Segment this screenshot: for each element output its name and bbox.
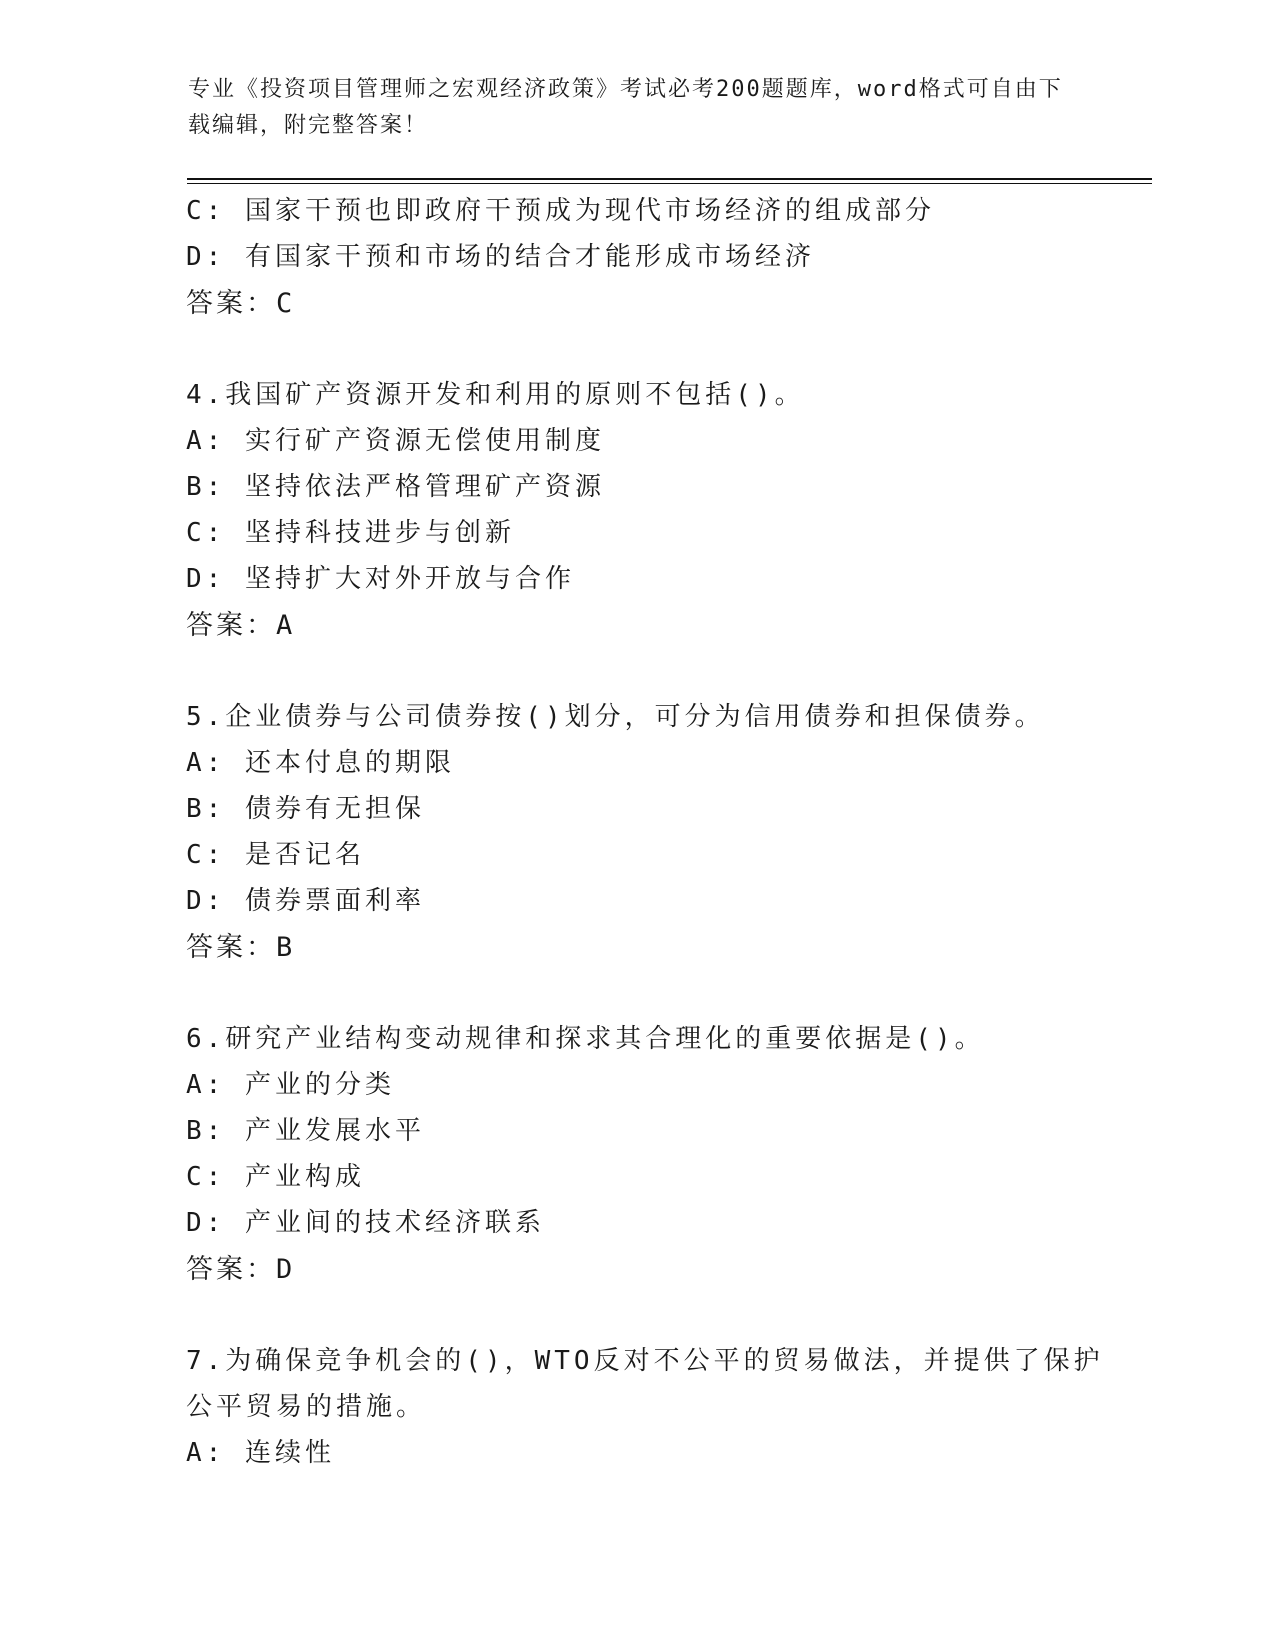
option-b: B: 坚持依法严格管理矿产资源 <box>186 472 605 502</box>
answer-line: 答案：B <box>186 932 296 963</box>
question-text: 7.为确保竞争机会的()，WTO反对不公平的贸易做法，并提供了保护公平贸易的措施。 <box>186 1346 1104 1422</box>
option-d: D: 坚持扩大对外开放与合作 <box>186 564 575 594</box>
option-c: C: 坚持科技进步与创新 <box>186 518 515 548</box>
option-c: C: 国家干预也即政府干预成为现代市场经济的组成部分 <box>186 196 935 226</box>
question-6-block <box>186 1016 1106 1294</box>
question-list <box>186 188 1106 1476</box>
question-7-block <box>186 1338 1106 1476</box>
answer-line: 答案：C <box>186 288 296 319</box>
option-b: B: 债券有无担保 <box>186 794 425 824</box>
question-text: 4.我国矿产资源开发和利用的原则不包括()。 <box>186 380 805 410</box>
spacer <box>186 972 1106 1016</box>
spacer <box>186 1294 1106 1338</box>
option-a: A: 连续性 <box>186 1438 335 1468</box>
spacer <box>186 328 1106 372</box>
option-c: C: 产业构成 <box>186 1162 365 1192</box>
option-a: A: 还本付息的期限 <box>186 748 455 778</box>
header-rule-thick <box>187 178 1152 180</box>
document-header: 专业《投资项目管理师之宏观经济政策》考试必考200题题库，word格式可自由下载编辑，附完整答案！ <box>188 77 1063 138</box>
option-b: B: 产业发展水平 <box>186 1116 425 1146</box>
question-3-block <box>186 188 1106 328</box>
option-d: D: 债券票面利率 <box>186 886 425 916</box>
answer-line: 答案：A <box>186 610 296 641</box>
option-a: A: 产业的分类 <box>186 1070 395 1100</box>
question-text: 6.研究产业结构变动规律和探求其合理化的重要依据是()。 <box>186 1024 985 1054</box>
question-text: 5.企业债券与公司债券按()划分，可分为信用债券和担保债券。 <box>186 702 1045 732</box>
option-a: A: 实行矿产资源无偿使用制度 <box>186 426 605 456</box>
header-rule-thin <box>187 183 1152 184</box>
option-c: C: 是否记名 <box>186 840 365 870</box>
question-5-block <box>186 694 1106 972</box>
option-d: D: 有国家干预和市场的结合才能形成市场经济 <box>186 242 815 272</box>
option-d: D: 产业间的技术经济联系 <box>186 1208 545 1238</box>
question-4-block <box>186 372 1106 650</box>
answer-line: 答案：D <box>186 1254 296 1285</box>
spacer <box>186 650 1106 694</box>
